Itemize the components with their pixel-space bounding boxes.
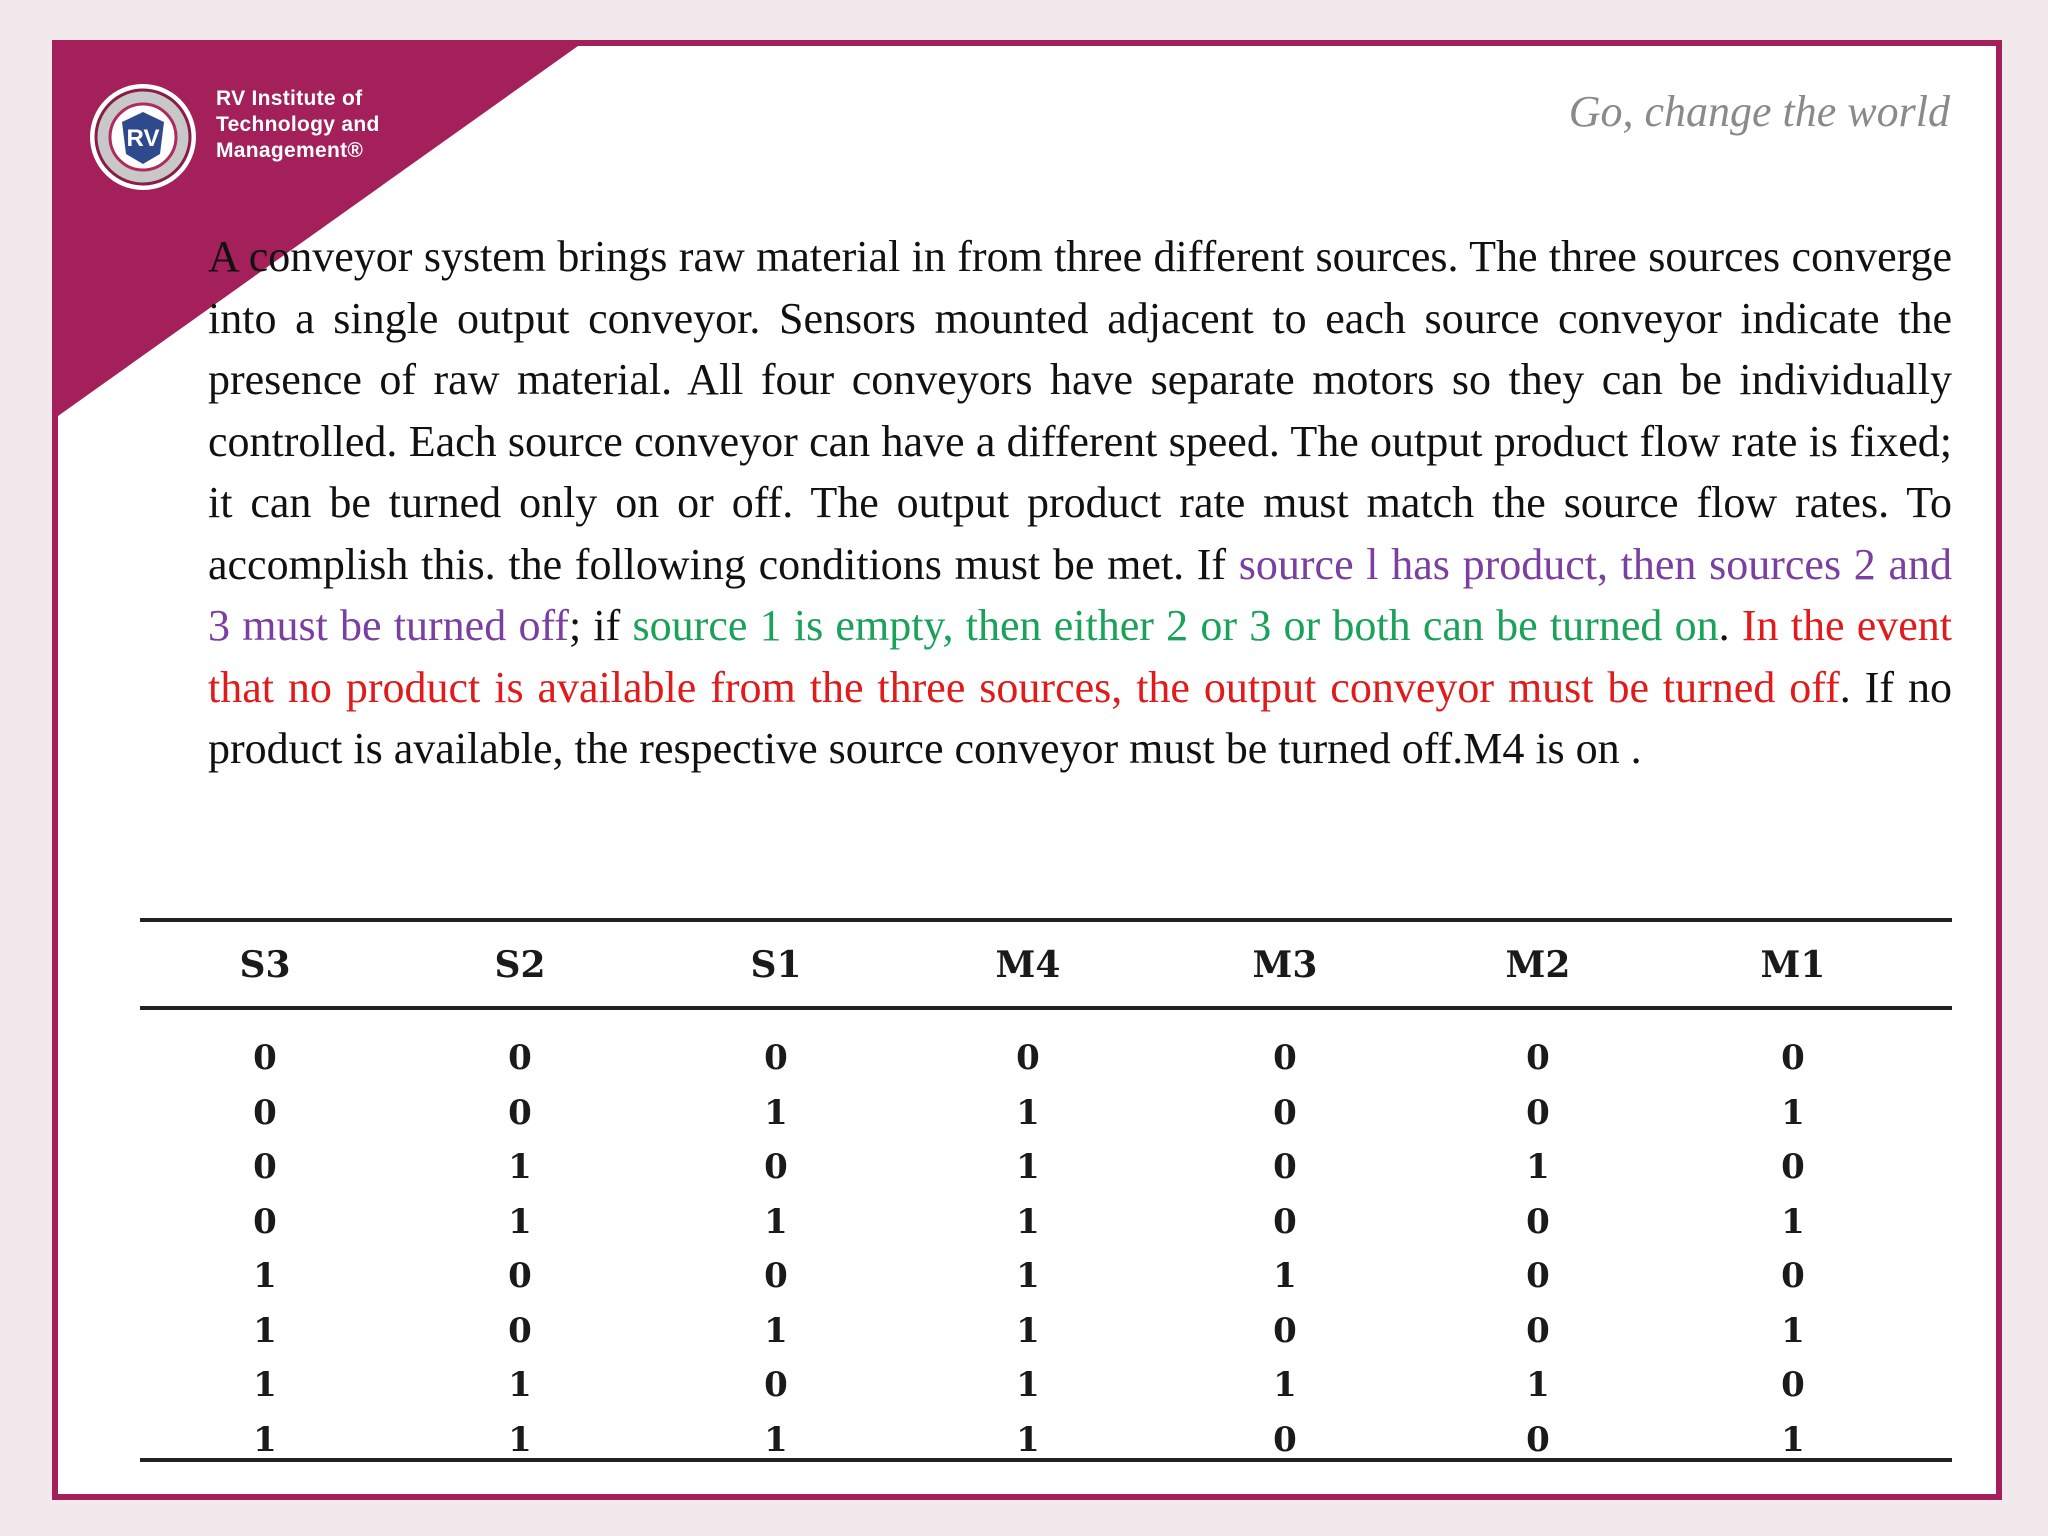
header-m3: M3 bbox=[1252, 944, 1318, 986]
header-m1: M1 bbox=[1760, 944, 1826, 986]
table-cell: 0 bbox=[1526, 1038, 1550, 1078]
truth-table bbox=[140, 918, 1952, 1478]
table-cell: 0 bbox=[1273, 1419, 1297, 1460]
table-cell: 1 bbox=[1781, 1201, 1805, 1242]
table-cell: 1 bbox=[1526, 1365, 1550, 1405]
highlight-purple: source l has product, then sources 2 and 3 must be turned off bbox=[208, 539, 1952, 650]
header-s1: S1 bbox=[750, 944, 802, 986]
table-cell: 1 bbox=[1016, 1147, 1040, 1187]
table-cell: 0 bbox=[764, 1038, 788, 1078]
highlight-green: source 1 is empty, then either 2 or 3 or both can be turned on bbox=[632, 601, 1719, 650]
table-cell: 0 bbox=[253, 1092, 277, 1133]
table-cell: 0 bbox=[1781, 1256, 1805, 1296]
table-cell: 1 bbox=[1016, 1256, 1040, 1296]
table-cell: 1 bbox=[253, 1256, 277, 1296]
problem-statement bbox=[208, 226, 1952, 780]
table-cell: 1 bbox=[508, 1201, 532, 1242]
table-cell: 0 bbox=[1526, 1419, 1550, 1460]
table-cell: 0 bbox=[1273, 1147, 1297, 1187]
table-cell: 0 bbox=[253, 1038, 277, 1078]
table-cell: 1 bbox=[1781, 1419, 1805, 1460]
table-cell: 0 bbox=[1526, 1092, 1550, 1133]
table-cell: 1 bbox=[1273, 1256, 1297, 1296]
institute-line-2: Technology and bbox=[216, 113, 380, 136]
table-cell: 0 bbox=[764, 1365, 788, 1405]
table-cell: 0 bbox=[253, 1201, 277, 1242]
table-cell: 0 bbox=[508, 1092, 532, 1133]
table-cell: 1 bbox=[764, 1419, 788, 1460]
table-cell: 0 bbox=[764, 1147, 788, 1187]
table-cell: 0 bbox=[508, 1038, 532, 1078]
table-cell: 0 bbox=[1273, 1310, 1297, 1351]
table-cell: 0 bbox=[253, 1147, 277, 1187]
table-cell: 1 bbox=[1016, 1419, 1040, 1460]
table-rule-header bbox=[140, 1006, 1952, 1010]
table-cell: 0 bbox=[1526, 1310, 1550, 1351]
table-cell: 0 bbox=[1273, 1092, 1297, 1133]
header-s2: S2 bbox=[494, 944, 546, 986]
table-cell: 0 bbox=[1273, 1201, 1297, 1242]
slide bbox=[52, 40, 2002, 1500]
table-cell: 0 bbox=[508, 1256, 532, 1296]
table-cell: 1 bbox=[508, 1147, 532, 1187]
table-cell: 0 bbox=[1016, 1038, 1040, 1078]
table-cell: 0 bbox=[764, 1256, 788, 1296]
header-s3: S3 bbox=[239, 944, 291, 986]
table-cell: 1 bbox=[764, 1092, 788, 1133]
institute-logo bbox=[88, 82, 198, 192]
institute-line-3: Management® bbox=[216, 139, 364, 162]
table-cell: 1 bbox=[1781, 1310, 1805, 1351]
table-cell: 1 bbox=[1526, 1147, 1550, 1187]
table-cell: 1 bbox=[508, 1419, 532, 1460]
table-cell: 0 bbox=[1273, 1038, 1297, 1078]
table-cell: 0 bbox=[1781, 1147, 1805, 1187]
text-part-3: . bbox=[1718, 601, 1742, 650]
table-cell: 1 bbox=[764, 1201, 788, 1242]
table-cell: 1 bbox=[508, 1365, 532, 1405]
institute-name bbox=[216, 86, 380, 164]
table-rule-top bbox=[140, 918, 1952, 922]
table-cell: 0 bbox=[1526, 1256, 1550, 1296]
table-cell: 1 bbox=[1781, 1092, 1805, 1133]
table-cell: 1 bbox=[253, 1310, 277, 1351]
text-part-1: A conveyor system brings raw material in from three different sources. The three sources converge into a single output conveyor. Sensors mounted adjacent to each source conveyor indicate the presence of raw material. All four conveyors have separate motors so they can be individually controlled. Each source conveyor can have a different speed. The output product flow rate is fixed; it can be turned only on or off. The output product rate must match the source flow rates. To accomplish this. the following conditions must be met. If bbox=[208, 232, 1952, 589]
header-m2: M2 bbox=[1505, 944, 1571, 986]
table-cell: 1 bbox=[1016, 1092, 1040, 1133]
table-cell: 0 bbox=[1781, 1365, 1805, 1405]
table-cell: 1 bbox=[1273, 1365, 1297, 1405]
table-cell: 1 bbox=[253, 1365, 277, 1405]
table-cell: 1 bbox=[1016, 1310, 1040, 1351]
table-cell: 1 bbox=[1016, 1201, 1040, 1242]
table-cell: 0 bbox=[1781, 1038, 1805, 1078]
tagline: Go, change the world bbox=[1568, 87, 1950, 136]
header-m4: M4 bbox=[995, 944, 1061, 986]
institute-line-1: RV Institute of bbox=[216, 87, 363, 110]
table-cell: 1 bbox=[253, 1419, 277, 1460]
highlight-red: In the event that no product is available from the three sources, the output conveyor must be turned off bbox=[208, 601, 1952, 712]
text-part-2: ; if bbox=[568, 601, 633, 650]
table-cell: 1 bbox=[1016, 1365, 1040, 1405]
table-cell: 0 bbox=[508, 1310, 532, 1351]
text-part-4: . If no product is available, the respective source conveyor must be turned off.M4 is on . bbox=[208, 662, 1952, 773]
table-cell: 0 bbox=[1526, 1201, 1550, 1242]
logo-text: RV bbox=[126, 125, 160, 152]
table-cell: 1 bbox=[764, 1310, 788, 1351]
